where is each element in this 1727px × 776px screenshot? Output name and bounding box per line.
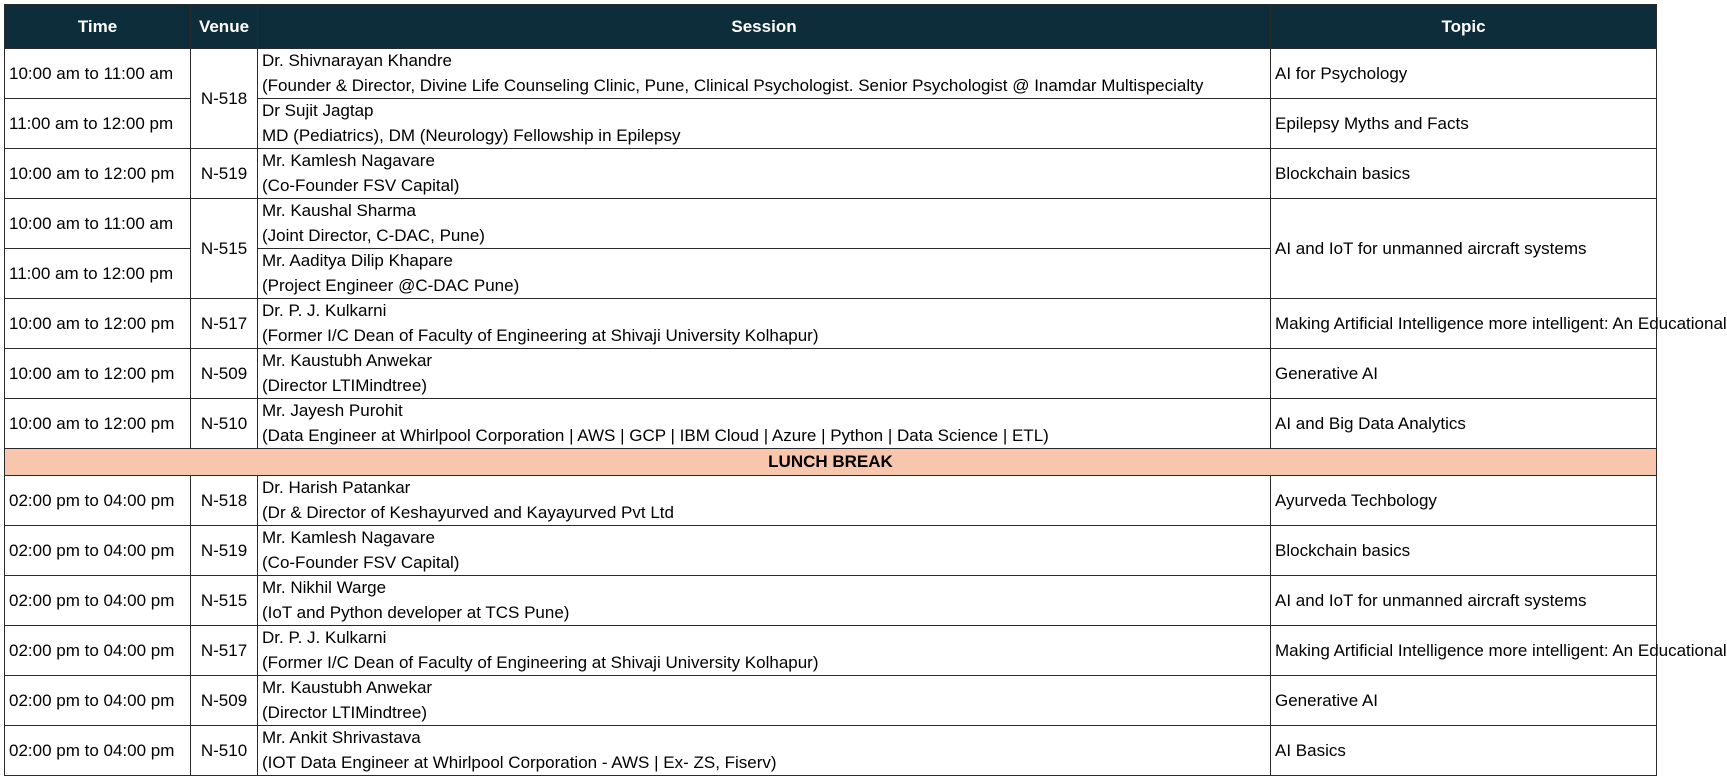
time-cell: 02:00 pm to 04:00 pm — [5, 526, 191, 576]
session-cell — [258, 526, 1271, 576]
topic-cell: Generative AI — [1271, 676, 1657, 726]
speaker-name: Dr Sujit Jagtap — [262, 101, 374, 120]
topic-cell: AI for Psychology — [1271, 49, 1657, 99]
table-row — [5, 576, 1657, 626]
speaker-name: Dr. Shivnarayan Khandre — [262, 51, 452, 70]
speaker-description: (Former I/C Dean of Faculty of Engineering at Shivaji University Kolhapur) — [262, 325, 819, 345]
speaker-description: (IoT and Python developer at TCS Pune) — [262, 602, 570, 622]
time-cell: 02:00 pm to 04:00 pm — [5, 576, 191, 626]
venue-cell: N-518 — [191, 49, 258, 149]
time-cell: 10:00 am to 11:00 am — [5, 49, 191, 99]
session-cell — [258, 99, 1271, 149]
time-cell: 10:00 am to 12:00 pm — [5, 149, 191, 199]
venue-cell: N-515 — [191, 576, 258, 626]
venue-cell: N-518 — [191, 476, 258, 526]
speaker-description: (IOT Data Engineer at Whirlpool Corporation - AWS | Ex- ZS, Fiserv) — [262, 752, 777, 772]
speaker-description: (Co-Founder FSV Capital) — [262, 175, 460, 195]
session-cell — [258, 149, 1271, 199]
topic-cell: AI and IoT for unmanned aircraft systems — [1271, 576, 1657, 626]
table-row — [5, 149, 1657, 199]
speaker-description: (Founder & Director, Divine Life Counseling Clinic, Pune, Clinical Psychologist. Senior Psychologist @ Inamdar Multispecialty — [262, 75, 1204, 95]
topic-cell: AI Basics — [1271, 726, 1657, 776]
speaker-name: Mr. Ankit Shrivastava — [262, 728, 421, 747]
topic-cell: Making Artificial Intelligence more intelligent: An Educational — [1271, 299, 1657, 349]
time-cell: 02:00 pm to 04:00 pm — [5, 676, 191, 726]
table-row — [5, 526, 1657, 576]
header-topic: Topic — [1271, 5, 1657, 49]
header-row — [5, 5, 1657, 49]
speaker-name: Dr. P. J. Kulkarni — [262, 301, 387, 320]
topic-cell: Epilepsy Myths and Facts — [1271, 99, 1657, 149]
lunch-break-row — [5, 449, 1657, 476]
time-cell: 02:00 pm to 04:00 pm — [5, 626, 191, 676]
session-cell — [258, 626, 1271, 676]
topic-cell: AI and IoT for unmanned aircraft systems — [1271, 199, 1657, 299]
topic-cell: AI and Big Data Analytics — [1271, 399, 1657, 449]
topic-cell: Blockchain basics — [1271, 149, 1657, 199]
session-cell — [258, 476, 1271, 526]
session-cell — [258, 399, 1271, 449]
speaker-name: Mr. Jayesh Purohit — [262, 401, 403, 420]
time-cell: 02:00 pm to 04:00 pm — [5, 476, 191, 526]
topic-cell: Ayurveda Techbology — [1271, 476, 1657, 526]
speaker-description: MD (Pediatrics), DM (Neurology) Fellowship in Epilepsy — [262, 125, 681, 145]
table-row — [5, 726, 1657, 776]
topic-cell: Blockchain basics — [1271, 526, 1657, 576]
speaker-name: Dr. P. J. Kulkarni — [262, 628, 387, 647]
speaker-name: Mr. Aaditya Dilip Khapare — [262, 251, 453, 270]
time-cell: 10:00 am to 12:00 pm — [5, 399, 191, 449]
table-row — [5, 399, 1657, 449]
venue-cell: N-519 — [191, 526, 258, 576]
venue-cell: N-519 — [191, 149, 258, 199]
table-row — [5, 626, 1657, 676]
speaker-description: (Former I/C Dean of Faculty of Engineering at Shivaji University Kolhapur) — [262, 652, 819, 672]
venue-cell: N-509 — [191, 676, 258, 726]
venue-cell: N-509 — [191, 349, 258, 399]
header-session: Session — [258, 5, 1271, 49]
venue-cell: N-517 — [191, 626, 258, 676]
time-cell: 10:00 am to 11:00 am — [5, 199, 191, 249]
session-cell — [258, 249, 1271, 299]
venue-cell: N-515 — [191, 199, 258, 299]
table-row — [5, 476, 1657, 526]
speaker-name: Mr. Kamlesh Nagavare — [262, 528, 435, 547]
table-row — [5, 676, 1657, 726]
venue-cell: N-510 — [191, 726, 258, 776]
topic-cell: Making Artificial Intelligence more intelligent: An Educational — [1271, 626, 1657, 676]
time-cell: 11:00 am to 12:00 pm — [5, 249, 191, 299]
speaker-description: (Project Engineer @C-DAC Pune) — [262, 275, 520, 295]
time-cell: 11:00 am to 12:00 pm — [5, 99, 191, 149]
session-cell — [258, 726, 1271, 776]
speaker-description: (Co-Founder FSV Capital) — [262, 552, 460, 572]
session-cell — [258, 299, 1271, 349]
speaker-description: (Data Engineer at Whirlpool Corporation | AWS | GCP | IBM Cloud | Azure | Python | Data Science | ETL) — [262, 425, 1049, 445]
table-row — [5, 299, 1657, 349]
time-cell: 02:00 pm to 04:00 pm — [5, 726, 191, 776]
speaker-name: Dr. Harish Patankar — [262, 478, 411, 497]
session-cell — [258, 199, 1271, 249]
time-cell: 10:00 am to 12:00 pm — [5, 349, 191, 399]
header-time: Time — [5, 5, 191, 49]
topic-cell: Generative AI — [1271, 349, 1657, 399]
table-row — [5, 49, 1657, 99]
lunch-break-label: LUNCH BREAK — [5, 449, 1657, 476]
header-venue: Venue — [191, 5, 258, 49]
time-cell: 10:00 am to 12:00 pm — [5, 299, 191, 349]
session-cell — [258, 49, 1271, 99]
table-row — [5, 199, 1657, 249]
schedule-table — [4, 4, 1727, 776]
speaker-description: (Dr & Director of Keshayurved and Kayayurved Pvt Ltd — [262, 502, 674, 522]
speaker-name: Mr. Kaustubh Anwekar — [262, 678, 433, 697]
venue-cell: N-510 — [191, 399, 258, 449]
session-cell — [258, 676, 1271, 726]
speaker-name: Mr. Kaustubh Anwekar — [262, 351, 433, 370]
session-cell — [258, 576, 1271, 626]
table-row — [5, 349, 1657, 399]
session-cell — [258, 349, 1271, 399]
speaker-name: Mr. Kamlesh Nagavare — [262, 151, 435, 170]
speaker-description: (Director LTIMindtree) — [262, 375, 427, 395]
speaker-name: Mr. Kaushal Sharma — [262, 201, 417, 220]
speaker-description: (Joint Director, C-DAC, Pune) — [262, 225, 485, 245]
venue-cell: N-517 — [191, 299, 258, 349]
speaker-description: (Director LTIMindtree) — [262, 702, 427, 722]
speaker-name: Mr. Nikhil Warge — [262, 578, 387, 597]
